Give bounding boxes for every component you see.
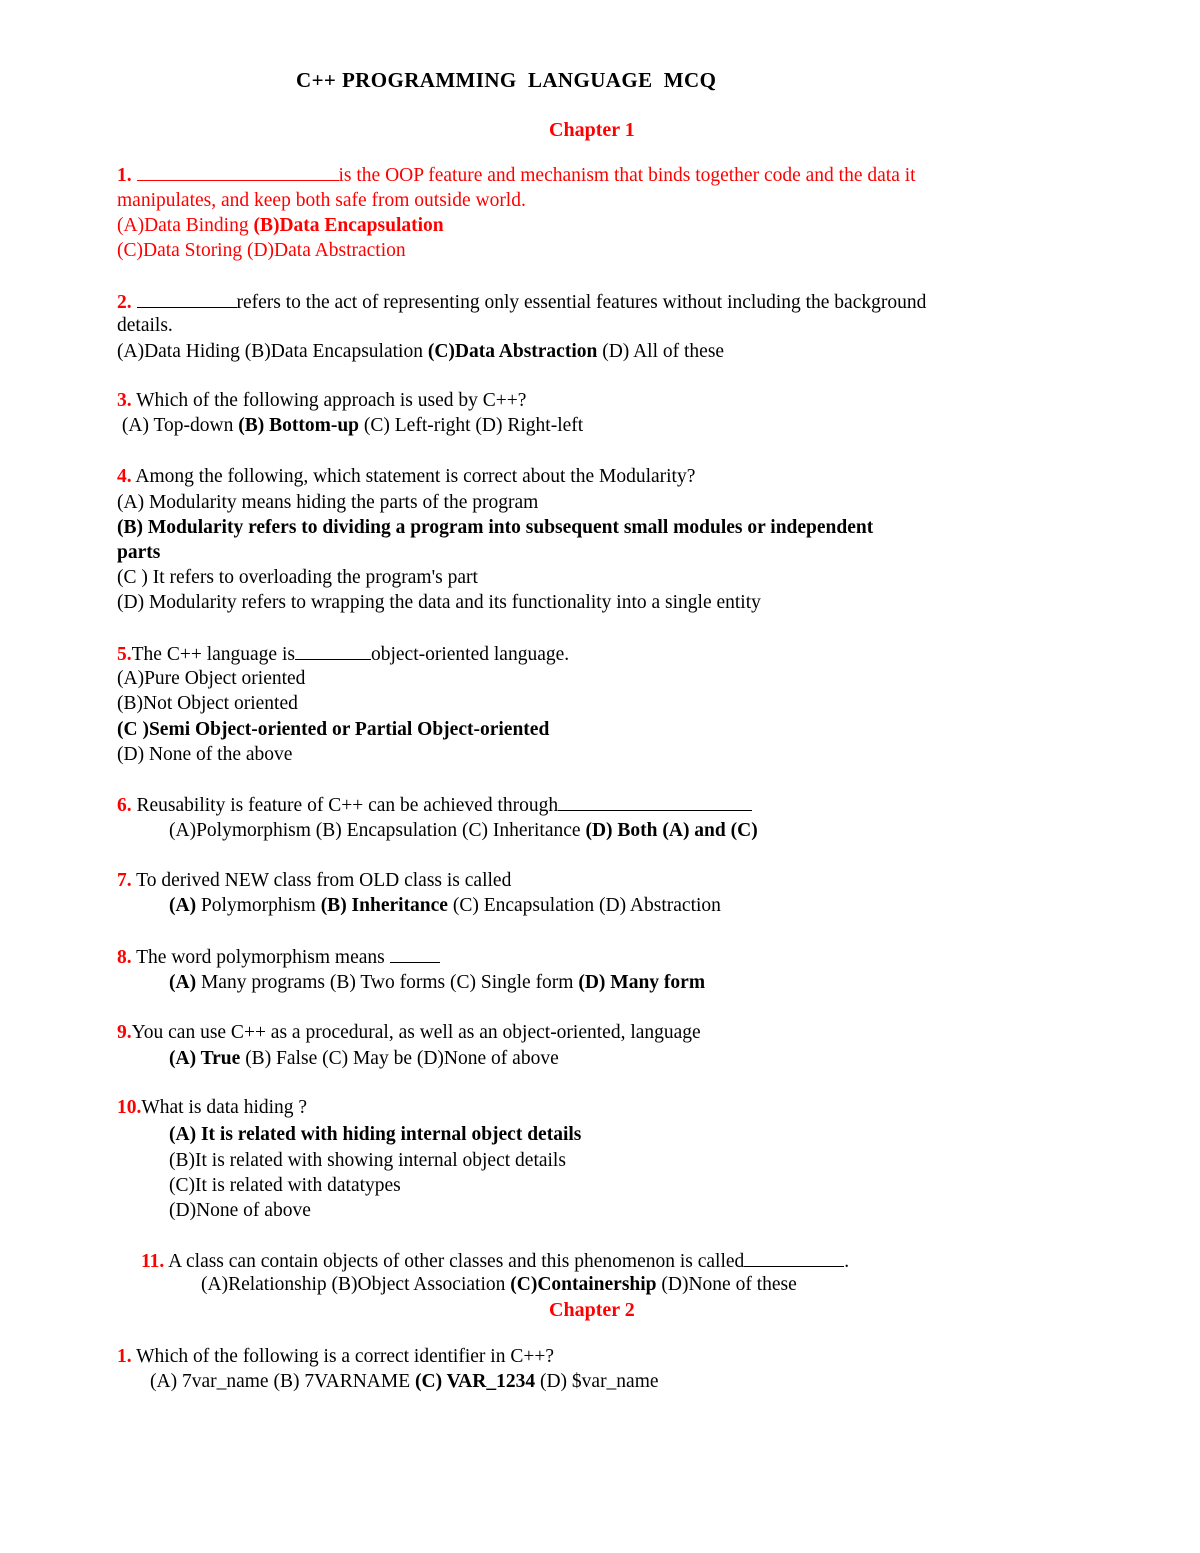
option-a: (A)Data Binding	[117, 215, 254, 236]
question-number: 1.	[117, 165, 132, 186]
question-3-line	[117, 389, 526, 413]
question-4-option-d: (D) Modularity refers to wrapping the data and its functionality into a single entity	[117, 592, 761, 613]
answer-blank	[137, 290, 237, 308]
option-cd: (C) Left-right (D) Right-left	[359, 415, 584, 436]
option-abc: (A)Polymorphism (B) Encapsulation (C) Inheritance	[169, 820, 586, 841]
chapter-1-heading: Chapter 1	[549, 119, 635, 141]
question-tail: .	[844, 1251, 850, 1272]
question-9-line	[117, 1021, 701, 1045]
option-d: (D)None of these	[656, 1274, 797, 1295]
question-5-line	[117, 642, 569, 667]
question-2-line-2: details.	[117, 315, 173, 336]
question-number: 8.	[117, 947, 132, 968]
question-number: 10.	[117, 1097, 142, 1118]
chapter-2-question-1-line	[117, 1345, 554, 1369]
question-11-options	[201, 1273, 797, 1297]
question-3-options	[117, 414, 583, 438]
question-text: refers to the act of representing only essential features without including the background	[236, 292, 927, 313]
option-d-correct: (D) Both (A) and (C)	[585, 820, 758, 841]
question-text: Which of the following is a correct identifier in C++?	[131, 1346, 554, 1367]
option-a-text: Polymorphism	[196, 895, 321, 916]
question-number: 6.	[117, 795, 132, 816]
question-7-options	[169, 894, 721, 918]
option-ab: (A)Data Hiding (B)Data Encapsulation	[117, 341, 428, 362]
question-4-option-b-correct	[117, 516, 873, 540]
option-ab: (A) 7var_name (B) 7VARNAME	[150, 1371, 416, 1392]
option-b-correct: (B) Inheritance	[320, 895, 448, 916]
option-c-correct: (C) VAR_1234	[415, 1371, 536, 1392]
question-10-option-c: (C)It is related with datatypes	[169, 1175, 401, 1196]
option-d: (D) All of these	[597, 341, 725, 362]
document-title: C++ PROGRAMMING LANGUAGE MCQ	[296, 68, 717, 92]
question-2-line-1	[117, 290, 926, 315]
question-5-option-b: (B)Not Object oriented	[117, 693, 298, 714]
question-text: What is data hiding ?	[141, 1097, 308, 1118]
question-6-line	[117, 793, 752, 818]
answer-blank	[137, 163, 339, 181]
option-c-correct: (C)Data Abstraction	[427, 341, 598, 362]
chapter-2-question-1-options	[150, 1370, 659, 1394]
question-4-option-a: (A) Modularity means hiding the parts of the program	[117, 492, 539, 513]
question-1-options-1	[117, 214, 444, 238]
question-11-line	[141, 1249, 849, 1274]
answer-blank	[390, 945, 440, 963]
question-text: Which of the following approach is used by C++?	[131, 390, 527, 411]
question-number: 3.	[117, 390, 132, 411]
question-8-options	[169, 971, 705, 995]
option-d-correct: (D) Many form	[578, 972, 706, 993]
question-10-option-d: (D)None of above	[169, 1200, 311, 1221]
option-a-label: (A)	[169, 972, 197, 993]
option-c-text: (C )Semi Object-oriented or Partial Object-oriented	[117, 719, 550, 740]
option-d: (D) $var_name	[535, 1371, 659, 1392]
question-text-2: object-oriented language.	[370, 644, 570, 665]
question-text: A class can contain objects of other classes and this phenomenon is called	[164, 1251, 745, 1272]
option-bcd: (B) False (C) May be (D)None of above	[240, 1048, 559, 1069]
answer-blank	[295, 642, 371, 660]
answer-blank	[744, 1249, 844, 1267]
question-1-line-1	[117, 163, 916, 188]
option-c-correct: (C)Containership	[510, 1274, 657, 1295]
question-number: 1.	[117, 1346, 132, 1367]
question-text: The word polymorphism means	[131, 947, 390, 968]
question-number: 5.	[117, 644, 132, 665]
question-8-line	[117, 945, 440, 970]
chapter-2-heading: Chapter 2	[549, 1299, 635, 1321]
question-1-line-2: manipulates, and keep both safe from outside world.	[117, 190, 526, 211]
question-5-option-d: (D) None of the above	[117, 744, 293, 765]
option-cd: (C) Encapsulation (D) Abstraction	[447, 895, 721, 916]
question-text: To derived NEW class from OLD class is called	[131, 870, 512, 891]
option-b-correct: (B)Data Encapsulation	[253, 215, 444, 236]
option-b-correct: (B) Bottom-up	[238, 415, 360, 436]
question-text: Among the following, which statement is correct about the Modularity?	[131, 466, 696, 487]
question-text: Reusability is feature of C++ can be achieved through	[131, 795, 559, 816]
question-text: The C++ language is	[131, 644, 295, 665]
question-text: You can use C++ as a procedural, as well as an object-oriented, language	[131, 1022, 701, 1043]
question-10-option-b: (B)It is related with showing internal object details	[169, 1150, 566, 1171]
option-a-correct: (A) True	[169, 1048, 241, 1069]
question-7-line	[117, 869, 511, 893]
question-1-options-2: (C)Data Storing (D)Data Abstraction	[117, 240, 406, 261]
question-6-options	[169, 819, 758, 843]
option-b-text: parts	[117, 542, 161, 563]
option-ab: (A)Relationship (B)Object Association	[201, 1274, 511, 1295]
question-9-options	[169, 1047, 559, 1071]
option-b-text: (B) Modularity refers to dividing a program into subsequent small modules or independent	[117, 517, 874, 538]
option-a-text: (A) It is related with hiding internal object details	[169, 1124, 582, 1145]
option-a-label: (A)	[169, 895, 197, 916]
question-10-line	[117, 1096, 307, 1120]
question-4-option-b-cont	[117, 541, 160, 565]
question-number: 7.	[117, 870, 132, 891]
question-5-option-a: (A)Pure Object oriented	[117, 668, 306, 689]
question-4-option-c: (C ) It refers to overloading the program's part	[117, 567, 478, 588]
question-number: 11.	[141, 1251, 165, 1272]
question-10-option-a-correct	[169, 1123, 581, 1147]
question-5-option-c-correct	[117, 718, 549, 742]
question-number: 9.	[117, 1022, 132, 1043]
question-number: 4.	[117, 466, 132, 487]
question-4-line	[117, 465, 695, 489]
answer-blank	[558, 793, 752, 811]
question-text: is the OOP feature and mechanism that binds together code and the data it	[338, 165, 916, 186]
option-abc-text: Many programs (B) Two forms (C) Single form	[196, 972, 579, 993]
question-2-options	[117, 340, 724, 364]
option-a: (A) Top-down	[117, 415, 239, 436]
question-number: 2.	[117, 292, 132, 313]
